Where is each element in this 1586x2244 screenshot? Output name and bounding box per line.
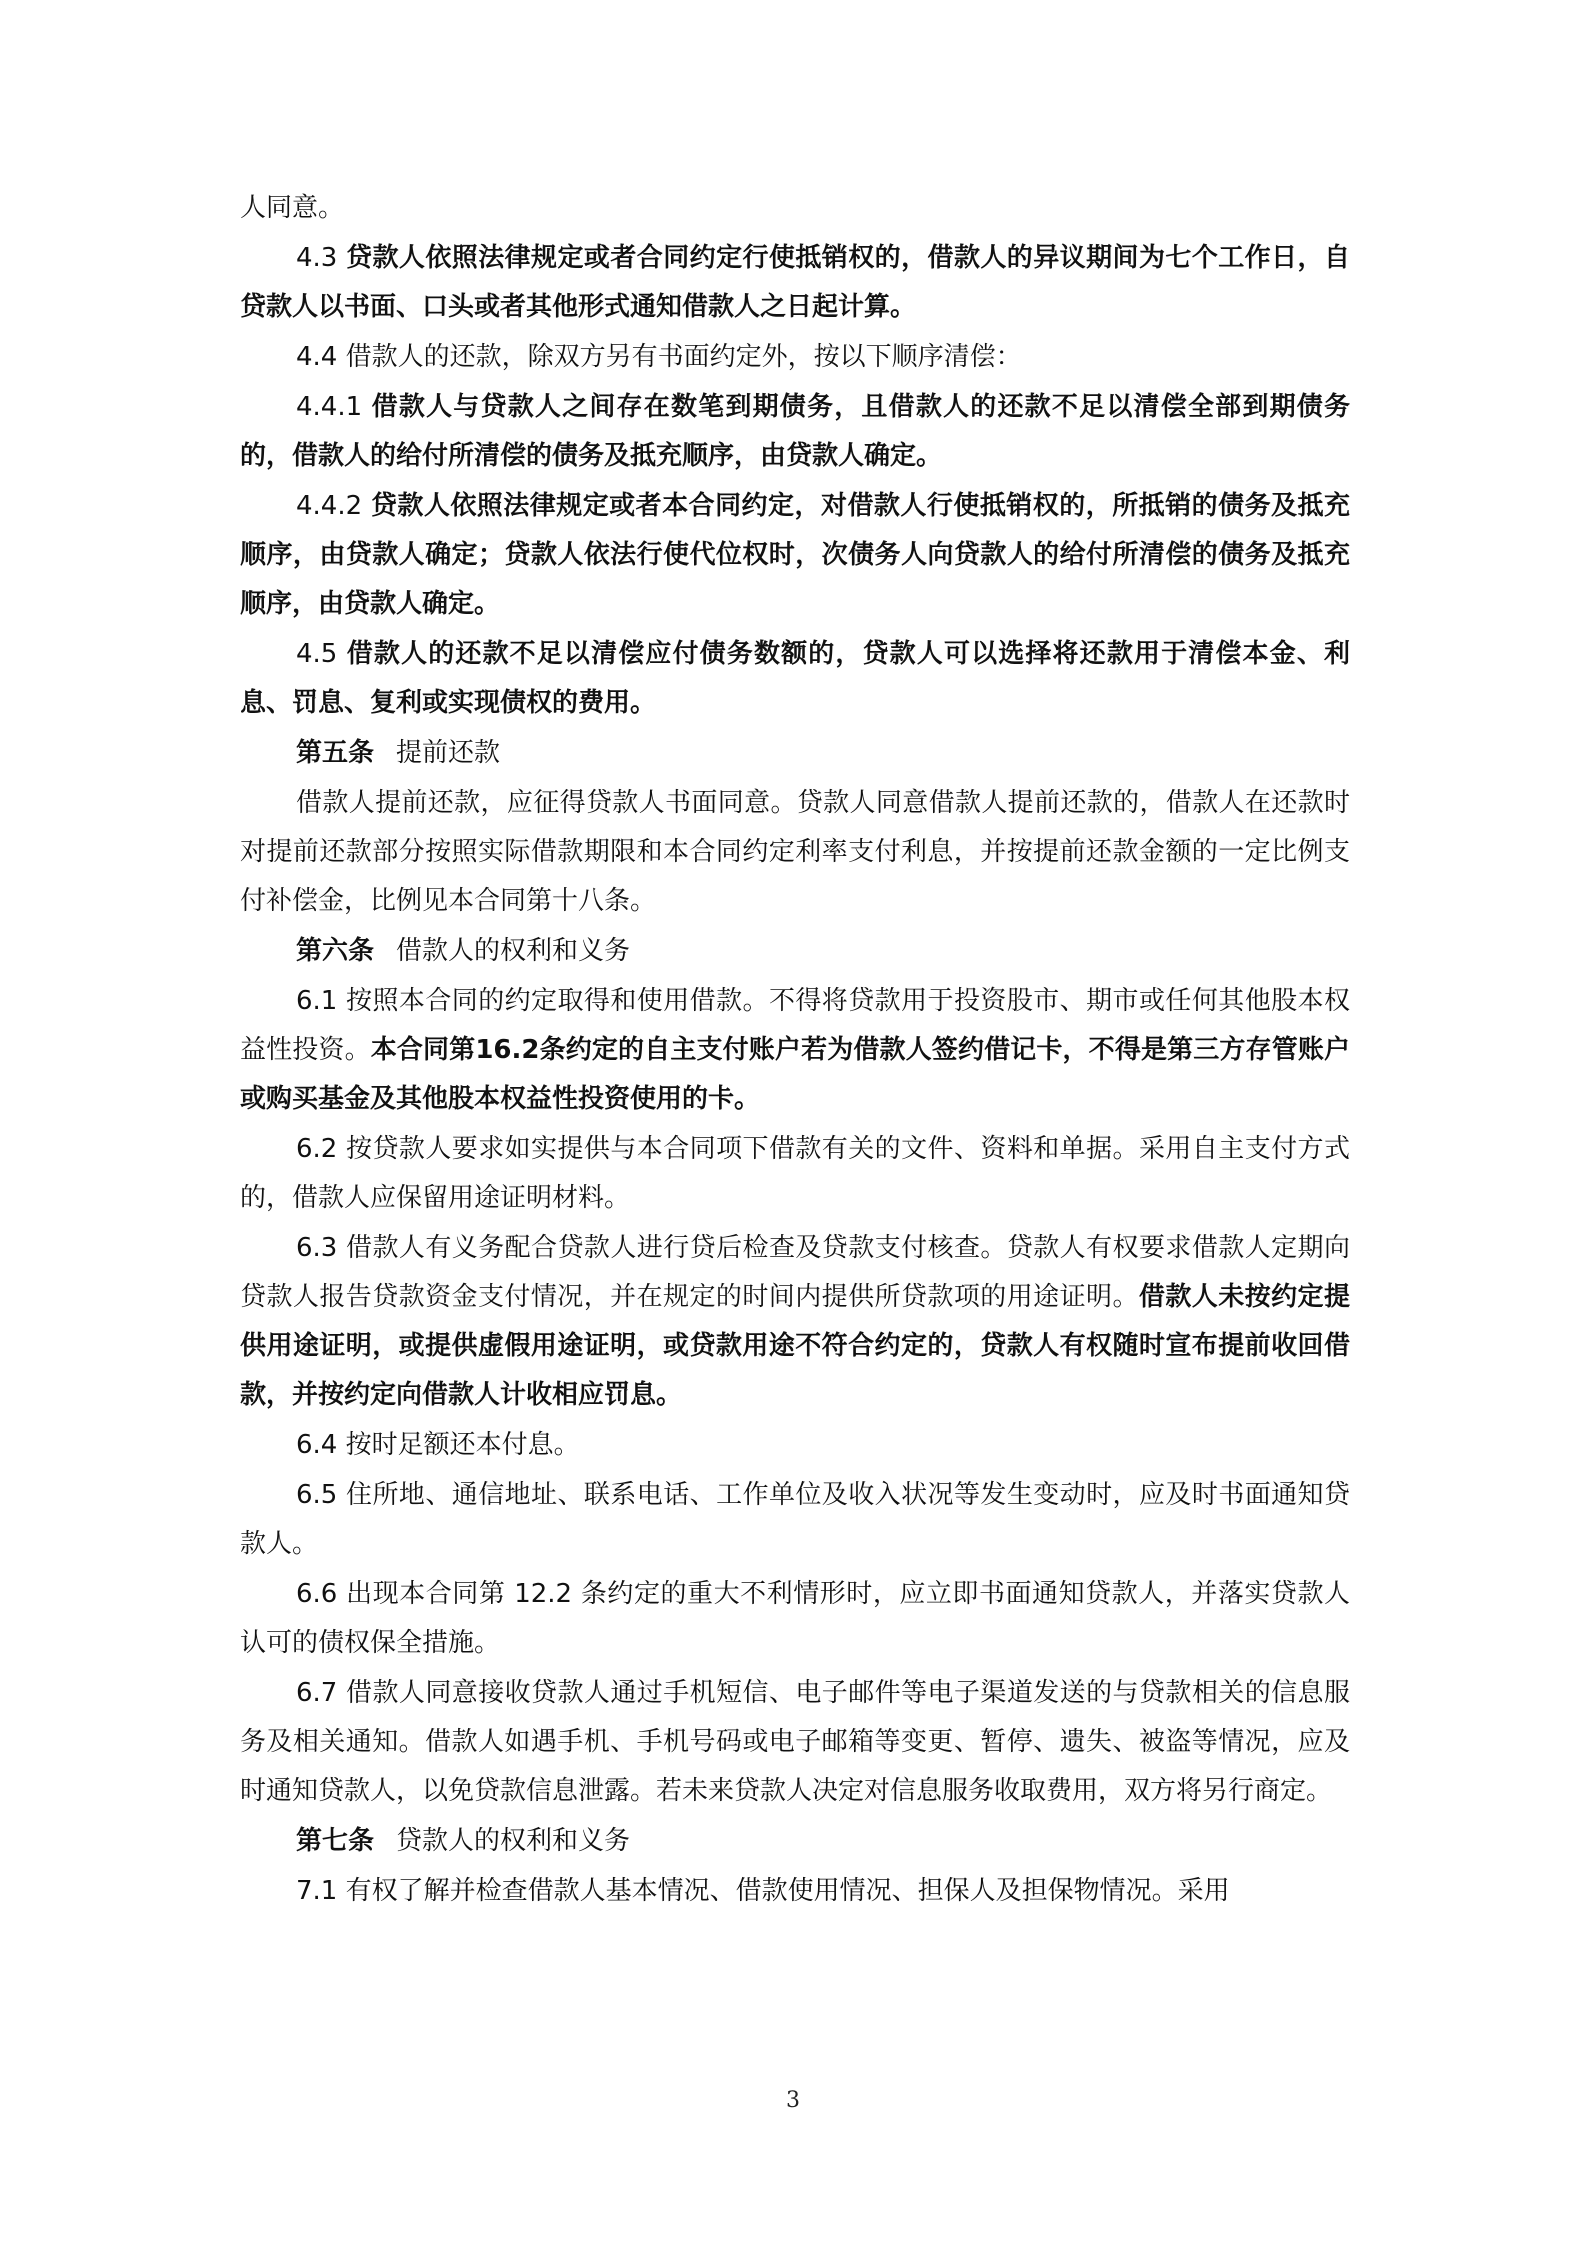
bold-text-run: 本合同第16.2条约定的自主支付账户若为借款人签约借记卡，不得是第三方存管账户或购买基金及其他股本权益性投资使用的卡。 [240,1035,1350,1114]
section-heading-label: 第六条 [296,936,375,966]
section-heading-title: 借款人的权利和义务 [396,936,631,966]
section-heading [240,1817,1350,1866]
section-heading [240,927,1350,976]
section-heading-label: 第五条 [296,738,375,768]
contract-text-body [240,184,1350,1917]
bold-text-run: 借款人与贷款人之间存在数笔到期债务，且借款人的还款不足以清偿全部到期债务的，借款人的给付所清偿的债务及抵充顺序，由贷款人确定。 [240,392,1350,471]
text-run: 6.2 按贷款人要求如实提供与本合同项下借款有关的文件、资料和单据。采用自主支付方式的，借款人应保留用途证明材料。 [240,1134,1350,1213]
clause-paragraph [240,1421,1350,1470]
text-run: 6.6 出现本合同第 12.2 条约定的重大不利情形时，应立即书面通知贷款人，并落实贷款人认可的债权保全措施。 [240,1579,1350,1658]
text-run: 4.4.2 [296,491,371,521]
section-heading-title: 提前还款 [396,738,501,768]
section-heading-label: 第七条 [296,1826,375,1856]
clause-paragraph [240,1867,1350,1916]
section-heading-title: 贷款人的权利和义务 [396,1826,631,1856]
text-run: 6.3 借款人有义务配合贷款人进行贷后检查及贷款支付核查。贷款人有权要求借款人定期向贷款人报告贷款资金支付情况，并在规定的时间内提供所贷款项的用途证明。 [240,1233,1350,1312]
clause-paragraph [240,333,1350,382]
bold-text-run: 贷款人依照法律规定或者合同约定行使抵销权的，借款人的异议期间为七个工作日，自贷款人以书面、口头或者其他形式通知借款人之日起计算。 [240,243,1350,322]
clause-paragraph [240,630,1350,728]
text-run: 4.3 [296,243,347,273]
text-run: 6.1 按照本合同的约定取得和使用借款。不得将贷款用于投资股市、期市或任何其他股本权益性投资。 [240,986,1350,1065]
clause-paragraph [240,1669,1350,1816]
clause-paragraph [240,383,1350,481]
clause-paragraph [240,779,1350,926]
text-run: 4.5 [296,639,347,669]
text-run: 借款人提前还款，应征得贷款人书面同意。贷款人同意借款人提前还款的，借款人在还款时对提前还款部分按照实际借款期限和本合同约定利率支付利息，并按提前还款金额的一定比例支付补偿金，比例见本合同第十八条。 [240,788,1350,916]
clause-paragraph [240,1125,1350,1223]
clause-paragraph [240,234,1350,332]
bold-text-run: 借款人未按约定提供用途证明，或提供虚假用途证明，或贷款用途不符合约定的，贷款人有权随时宣布提前收回借款，并按约定向借款人计收相应罚息。 [240,1282,1350,1410]
clause-paragraph [240,1224,1350,1420]
section-heading [240,729,1350,778]
clause-paragraph [240,1471,1350,1569]
text-run: 4.4.1 [296,392,372,422]
clause-paragraph [240,184,1350,233]
clause-paragraph [240,482,1350,629]
text-run: 4.4 借款人的还款，除双方另有书面约定外，按以下顺序清偿： [296,342,1022,372]
text-run: 人同意。 [240,193,345,223]
text-run: 6.4 按时足额还本付息。 [296,1430,580,1460]
text-run: 7.1 有权了解并检查借款人基本情况、借款使用情况、担保人及担保物情况。采用 [296,1876,1230,1906]
clause-paragraph [240,1570,1350,1668]
text-run: 6.7 借款人同意接收贷款人通过手机短信、电子邮件等电子渠道发送的与贷款相关的信息服务及相关通知。借款人如遇手机、手机号码或电子邮箱等变更、暂停、遗失、被盗等情况，应及时通知贷款人，以免贷款信息泄露。若未来贷款人决定对信息服务收取费用，双方将另行商定。 [240,1678,1350,1806]
page-number: 3 [786,2088,800,2113]
bold-text-run: 贷款人依照法律规定或者本合同约定，对借款人行使抵销权的，所抵销的债务及抵充顺序，由贷款人确定；贷款人依法行使代位权时，次债务人向贷款人的给付所清偿的债务及抵充顺序，由贷款人确定。 [240,491,1350,619]
clause-paragraph [240,977,1350,1124]
text-run: 6.5 住所地、通信地址、联系电话、工作单位及收入状况等发生变动时，应及时书面通知贷款人。 [240,1480,1350,1559]
bold-text-run: 借款人的还款不足以清偿应付债务数额的，贷款人可以选择将还款用于清偿本金、利息、罚息、复利或实现债权的费用。 [240,639,1350,718]
